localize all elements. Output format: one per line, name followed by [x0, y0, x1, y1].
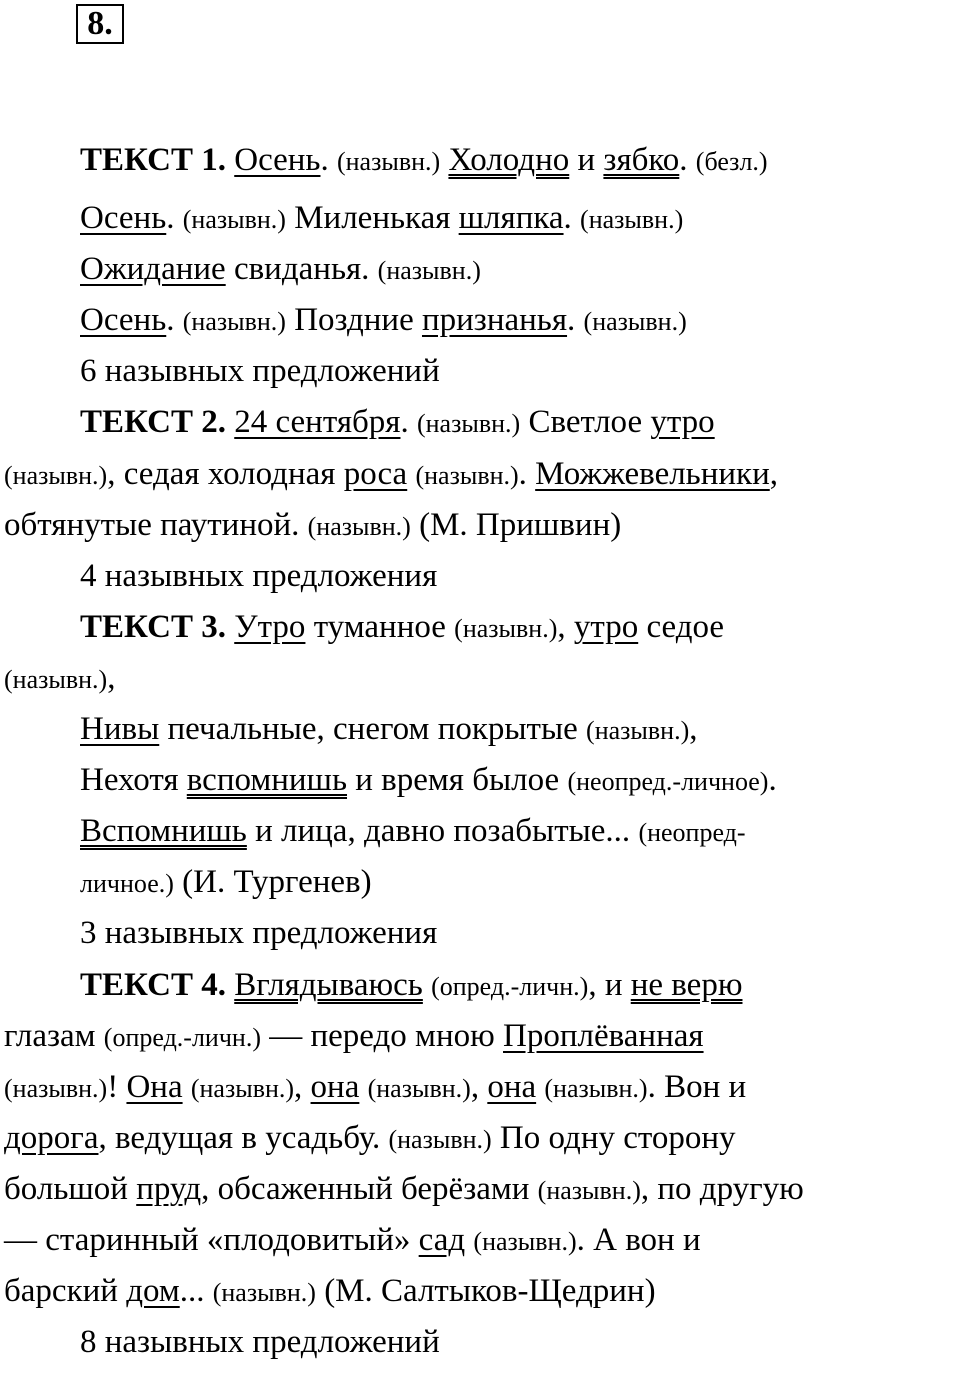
annotation: (опред.-личн.) [431, 972, 589, 1001]
text-run: , [557, 609, 574, 645]
underlined-word: дорога [4, 1120, 99, 1156]
annotation: (назывн.) [307, 512, 411, 541]
annotation: (назывн.) [190, 1074, 295, 1103]
annotation: (назывн.) [586, 716, 690, 745]
text-run: и [569, 142, 604, 178]
text-line [80, 760, 777, 802]
annotation: (назывн.) [388, 1125, 492, 1154]
text-run: Светлое [520, 404, 651, 440]
text-run: и лица, давно позабытые... [246, 813, 639, 849]
annotation: (безл.) [695, 147, 768, 176]
annotation: (назывн.) [583, 307, 687, 336]
annotation: (неопред- [638, 818, 746, 847]
text-run: , по другую [640, 1171, 804, 1207]
underlined-word: утро [573, 609, 639, 645]
underlined-word: она [487, 1069, 537, 1105]
annotation: (назывн.) [416, 409, 521, 438]
text-run: , [769, 456, 778, 492]
underlined-word: Утро [234, 609, 306, 645]
text-run: , [470, 1069, 488, 1105]
text-line [80, 556, 437, 596]
text-run: . [166, 302, 183, 338]
text-run: , [689, 711, 698, 747]
annotation: (назывн.) [212, 1278, 316, 1307]
underlined-word: признанья [421, 302, 568, 338]
annotation: (назывн.) [4, 665, 108, 694]
text-run: , обсаженный берёзами [201, 1171, 538, 1207]
text-run: ... [179, 1273, 213, 1309]
underlined-word: Можжевельники [535, 456, 770, 492]
text-run [359, 1069, 367, 1105]
annotation: (назывн.) [473, 1227, 577, 1256]
annotation: (неопред.-личное) [567, 767, 769, 796]
annotation: (назывн.) [182, 205, 286, 234]
text-run: глазам [4, 1018, 104, 1054]
annotation: (назывн.) [377, 256, 481, 285]
annotation: личное.) [80, 869, 174, 898]
text-run: . А вон и [576, 1222, 701, 1258]
text-run: Нехотя [80, 762, 187, 798]
text-line [80, 140, 768, 182]
text-run: . [518, 456, 536, 492]
annotation: (назывн.) [544, 1074, 648, 1103]
text-line [4, 1118, 736, 1160]
text-run [226, 609, 234, 645]
text-run: обтянутые паутиной. [4, 507, 308, 543]
text-run: , и [588, 967, 631, 1003]
text-run: (М. Салтыков-Щедрин) [315, 1273, 656, 1309]
text-run: свиданья. [225, 251, 378, 287]
text-run: (М. Пришвин) [410, 507, 622, 543]
text-run: , [294, 1069, 311, 1105]
text-run: — передо мною [261, 1018, 504, 1054]
text-run: . [400, 404, 417, 440]
text-line [4, 1016, 704, 1058]
text-line [80, 351, 440, 391]
double-underlined-word: вспомнишь [186, 762, 348, 798]
double-underlined-word: зябко [603, 142, 680, 178]
text-line [80, 709, 698, 751]
text-run [226, 404, 234, 440]
text-heading: ТЕКСТ 2. [80, 404, 226, 440]
text-line [4, 658, 115, 700]
text-run: Миленькая [285, 200, 459, 236]
text-line [80, 402, 715, 444]
text-run: . [166, 200, 183, 236]
text-run: и время былое [347, 762, 568, 798]
underlined-word: 24 сентября [234, 404, 401, 440]
underlined-word: дом [126, 1273, 180, 1309]
text-run: , [107, 660, 116, 696]
text-line [80, 965, 742, 1007]
text-run [226, 967, 234, 1003]
underlined-word: Проплёванная [503, 1018, 704, 1054]
text-run: . [320, 142, 337, 178]
underlined-word: Она [126, 1069, 183, 1105]
underlined-word: роса [343, 456, 408, 492]
underlined-word: Осень [80, 200, 167, 236]
text-heading: ТЕКСТ 1. [80, 142, 226, 178]
text-run: 6 назывных предложений [80, 353, 440, 389]
text-line [4, 454, 778, 496]
text-line [80, 811, 746, 853]
text-run: . [679, 142, 696, 178]
underlined-word: Ожидание [80, 251, 226, 287]
text-run: седое [638, 609, 725, 645]
text-line [80, 913, 437, 953]
text-run: печальные, снегом покрытые [159, 711, 587, 747]
text-run: , ведущая в усадьбу. [98, 1120, 389, 1156]
text-run: . [567, 302, 584, 338]
text-line [80, 249, 481, 291]
text-run: . [563, 200, 581, 236]
underlined-word: Нивы [80, 711, 160, 747]
text-run: барский [4, 1273, 127, 1309]
text-line [4, 1271, 656, 1313]
annotation: (назывн.) [454, 614, 558, 643]
annotation: (опред.-личн.) [103, 1023, 261, 1052]
double-underlined-word: Вглядываюсь [234, 967, 423, 1003]
text-line [4, 505, 621, 547]
underlined-word: шляпка [458, 200, 564, 236]
text-run: , седая холодная [107, 456, 344, 492]
annotation: (назывн.) [182, 307, 286, 336]
text-run: 4 назывных предложения [80, 558, 438, 594]
double-underlined-word: Вспомнишь [80, 813, 247, 849]
annotation: (назывн.) [367, 1074, 471, 1103]
text-line [80, 1322, 440, 1362]
text-line [80, 300, 687, 342]
text-run: большой [4, 1171, 137, 1207]
text-line [80, 862, 372, 904]
underlined-word: она [310, 1069, 360, 1105]
text-line [80, 198, 683, 240]
text-run: 8 назывных предложений [80, 1324, 440, 1360]
text-run: По одну сторону [491, 1120, 736, 1156]
text-run: — старинный «плодовитый» [4, 1222, 419, 1258]
text-heading: ТЕКСТ 4. [80, 967, 226, 1003]
underlined-word: сад [418, 1222, 466, 1258]
text-run: (И. Тургенев) [173, 864, 372, 900]
underlined-word: Осень [80, 302, 167, 338]
task-number-box: 8. [76, 4, 124, 44]
text-run [423, 967, 431, 1003]
underlined-word: Осень [234, 142, 321, 178]
text-line [4, 1169, 804, 1211]
text-run [183, 1069, 191, 1105]
underlined-word: пруд [136, 1171, 202, 1207]
text-run: . [768, 762, 777, 798]
annotation: (назывн.) [415, 461, 519, 490]
text-run: туманное [305, 609, 455, 645]
text-run: Поздние [285, 302, 422, 338]
text-line [4, 1220, 701, 1262]
text-heading: ТЕКСТ 3. [80, 609, 226, 645]
double-underlined-word: не верю [630, 967, 743, 1003]
text-line [80, 607, 724, 649]
text-run [226, 142, 234, 178]
annotation: (назывн.) [4, 461, 108, 490]
annotation: (назывн.) [336, 147, 441, 176]
text-run: ! [107, 1069, 127, 1105]
annotation: (назывн.) [537, 1176, 641, 1205]
double-underlined-word: Холодно [448, 142, 570, 178]
text-run: . Вон и [647, 1069, 747, 1105]
text-line [4, 1067, 746, 1109]
text-run: 3 назывных предложения [80, 915, 438, 951]
annotation: (назывн.) [580, 205, 684, 234]
annotation: (назывн.) [4, 1074, 108, 1103]
underlined-word: утро [650, 404, 715, 440]
